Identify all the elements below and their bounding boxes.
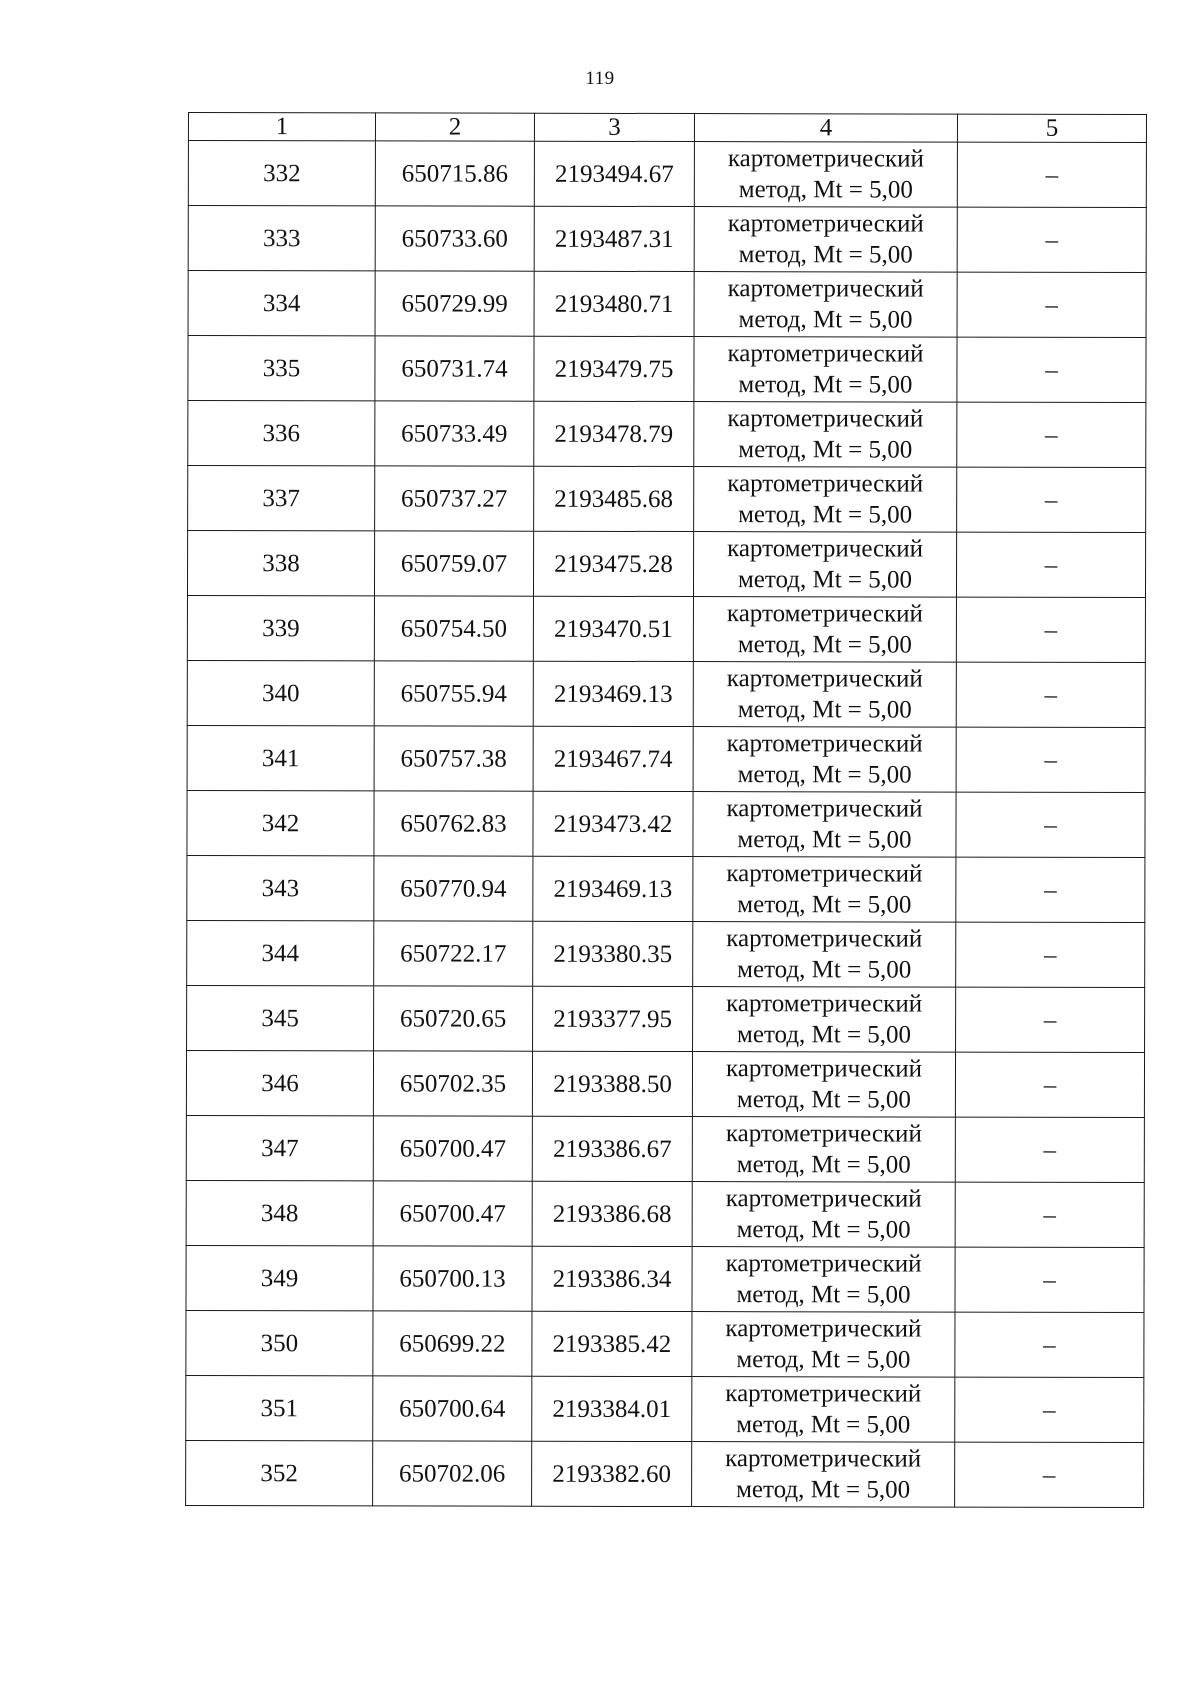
y-coordinate-cell: 2193479.75 (534, 336, 694, 401)
y-coordinate-cell: 2193377.95 (533, 986, 693, 1051)
x-coordinate-cell: 650715.86 (375, 141, 534, 206)
note-cell: – (957, 272, 1146, 337)
method-cell (693, 662, 956, 728)
method-cell (693, 922, 956, 988)
note-cell: – (956, 532, 1145, 597)
coordinates-table (185, 112, 1147, 1508)
point-number-cell: 337 (188, 466, 375, 531)
y-coordinate-cell: 2193494.67 (534, 141, 694, 206)
method-line-1: картометрический (727, 145, 924, 173)
method-cell (694, 467, 957, 533)
point-number-cell: 351 (186, 1375, 373, 1440)
y-coordinate-cell: 2193473.42 (533, 791, 693, 856)
method-line-1: картометрический (725, 1120, 922, 1148)
table-row (188, 271, 1146, 338)
method-line-1: картометрический (726, 665, 923, 693)
table-row (187, 920, 1145, 987)
x-coordinate-cell: 650702.06 (373, 1441, 532, 1506)
method-cell (692, 1442, 955, 1508)
x-coordinate-cell: 650731.74 (375, 336, 534, 401)
method-line-1: картометрический (727, 405, 924, 433)
x-coordinate-cell: 650700.13 (373, 1246, 532, 1311)
point-number-cell: 342 (187, 790, 374, 855)
note-cell: – (955, 1377, 1144, 1442)
method-line-2: метод, Mt = 5,00 (738, 241, 913, 269)
table-body (186, 141, 1147, 1508)
y-coordinate-cell: 2193386.34 (532, 1246, 692, 1311)
method-line-2: метод, Mt = 5,00 (738, 436, 913, 464)
method-line-2: метод, Mt = 5,00 (737, 956, 912, 984)
x-coordinate-cell: 650702.35 (373, 1051, 532, 1116)
note-cell: – (956, 597, 1145, 662)
note-cell: – (957, 142, 1146, 207)
table-row (186, 1440, 1144, 1507)
method-line-2: метод, Mt = 5,00 (738, 176, 913, 204)
y-coordinate-cell: 2193386.68 (532, 1181, 692, 1246)
x-coordinate-cell: 650757.38 (374, 726, 533, 791)
method-cell (693, 857, 956, 923)
page-number: 119 (585, 68, 615, 89)
method-line-2: метод, Mt = 5,00 (736, 1086, 911, 1114)
point-number-cell: 348 (186, 1180, 373, 1245)
x-coordinate-cell: 650700.47 (373, 1116, 532, 1181)
point-number-cell: 343 (187, 855, 374, 920)
note-cell: – (956, 792, 1145, 857)
method-line-2: метод, Mt = 5,00 (737, 1021, 912, 1049)
method-cell (693, 987, 956, 1053)
method-cell (693, 727, 956, 793)
method-line-1: картометрический (725, 1380, 922, 1408)
y-coordinate-cell: 2193386.67 (532, 1116, 692, 1181)
y-coordinate-cell: 2193388.50 (532, 1051, 692, 1116)
table-row (188, 206, 1146, 273)
method-cell (694, 142, 957, 208)
point-number-cell: 335 (188, 336, 375, 401)
method-line-2: метод, Mt = 5,00 (737, 631, 912, 659)
note-cell: – (956, 857, 1145, 922)
note-cell: – (955, 1442, 1144, 1507)
note-cell: – (957, 402, 1146, 467)
table-header (188, 113, 1146, 143)
point-number-cell: 347 (186, 1115, 373, 1180)
x-coordinate-cell: 650720.65 (374, 986, 533, 1051)
method-line-1: картометрический (725, 1250, 922, 1278)
x-coordinate-cell: 650700.64 (373, 1376, 532, 1441)
note-cell: – (955, 1182, 1144, 1247)
point-number-cell: 341 (187, 725, 374, 790)
header-row (188, 113, 1146, 143)
method-line-2: метод, Mt = 5,00 (737, 891, 912, 919)
x-coordinate-cell: 650700.47 (373, 1181, 532, 1246)
note-cell: – (956, 987, 1145, 1052)
column-header-2: 2 (375, 113, 534, 141)
method-cell (694, 402, 957, 468)
x-coordinate-cell: 650759.07 (374, 531, 533, 596)
method-cell (694, 337, 957, 403)
y-coordinate-cell: 2193475.28 (533, 531, 693, 596)
method-cell (693, 792, 956, 858)
point-number-cell: 344 (187, 920, 374, 985)
method-line-2: метод, Mt = 5,00 (737, 826, 912, 854)
method-line-2: метод, Mt = 5,00 (738, 371, 913, 399)
x-coordinate-cell: 650733.49 (375, 401, 534, 466)
method-cell (693, 597, 956, 663)
method-cell (694, 272, 957, 338)
point-number-cell: 345 (187, 985, 374, 1050)
column-header-3: 3 (534, 113, 694, 141)
y-coordinate-cell: 2193469.13 (533, 661, 693, 726)
method-line-1: картометрический (727, 340, 924, 368)
method-line-1: картометрический (725, 1315, 922, 1343)
y-coordinate-cell: 2193380.35 (533, 921, 693, 986)
point-number-cell: 350 (186, 1310, 373, 1375)
note-cell: – (955, 1312, 1144, 1377)
method-line-2: метод, Mt = 5,00 (736, 1476, 911, 1504)
y-coordinate-cell: 2193382.60 (532, 1441, 692, 1506)
method-line-2: метод, Mt = 5,00 (736, 1151, 911, 1179)
table-row (187, 985, 1145, 1052)
method-cell (692, 1377, 955, 1443)
method-line-1: картометрический (725, 1445, 922, 1473)
table-row (187, 855, 1145, 922)
method-line-1: картометрический (725, 1185, 922, 1213)
column-header-5: 5 (957, 114, 1146, 142)
method-cell (692, 1247, 955, 1313)
note-cell: – (956, 922, 1145, 987)
y-coordinate-cell: 2193480.71 (534, 271, 694, 336)
method-line-1: картометрический (726, 795, 923, 823)
note-cell: – (955, 1117, 1144, 1182)
method-line-1: картометрический (727, 470, 924, 498)
x-coordinate-cell: 650699.22 (373, 1311, 532, 1376)
point-number-cell: 333 (188, 206, 375, 271)
method-cell (692, 1117, 955, 1183)
method-line-1: картометрический (727, 535, 924, 563)
table-row (187, 790, 1145, 857)
x-coordinate-cell: 650733.60 (375, 206, 534, 271)
table-row (186, 1310, 1144, 1377)
method-line-2: метод, Mt = 5,00 (736, 1281, 911, 1309)
method-line-1: картометрический (726, 730, 923, 758)
table-row (186, 1115, 1144, 1182)
note-cell: – (957, 467, 1146, 532)
y-coordinate-cell: 2193487.31 (534, 206, 694, 271)
method-line-2: метод, Mt = 5,00 (737, 696, 912, 724)
note-cell: – (956, 727, 1145, 792)
method-line-1: картометрический (725, 1055, 923, 1083)
table-row (186, 1180, 1144, 1247)
method-line-2: метод, Mt = 5,00 (738, 501, 913, 529)
coordinates-table-container (185, 112, 1146, 1508)
method-line-2: метод, Mt = 5,00 (736, 1411, 911, 1439)
table-row (187, 531, 1145, 598)
point-number-cell: 352 (186, 1440, 373, 1505)
column-header-4: 4 (694, 114, 957, 143)
method-line-2: метод, Mt = 5,00 (737, 566, 913, 594)
table-row (188, 401, 1146, 468)
y-coordinate-cell: 2193478.79 (534, 401, 694, 466)
note-cell: – (957, 207, 1146, 272)
method-cell (692, 1312, 955, 1378)
table-row (186, 1050, 1144, 1117)
table-row (188, 336, 1146, 403)
y-coordinate-cell: 2193385.42 (532, 1311, 692, 1376)
table-row (188, 141, 1146, 208)
method-cell (692, 1052, 955, 1118)
method-line-2: метод, Mt = 5,00 (738, 306, 913, 334)
x-coordinate-cell: 650729.99 (375, 271, 534, 336)
point-number-cell: 340 (187, 660, 374, 725)
table-row (187, 725, 1145, 792)
method-line-2: метод, Mt = 5,00 (736, 1216, 911, 1244)
table-row (187, 660, 1145, 727)
x-coordinate-cell: 650754.50 (374, 596, 533, 661)
y-coordinate-cell: 2193485.68 (534, 466, 694, 531)
x-coordinate-cell: 650770.94 (374, 856, 533, 921)
point-number-cell: 338 (187, 531, 374, 596)
note-cell: – (957, 337, 1146, 402)
method-line-1: картометрический (726, 925, 923, 953)
point-number-cell: 336 (188, 401, 375, 466)
point-number-cell: 332 (188, 141, 375, 206)
table-row (186, 1245, 1144, 1312)
x-coordinate-cell: 650737.27 (375, 466, 534, 531)
y-coordinate-cell: 2193469.13 (533, 856, 693, 921)
method-line-1: картометрический (727, 275, 924, 303)
column-header-1: 1 (188, 113, 375, 141)
method-cell (693, 532, 956, 598)
method-cell (694, 207, 957, 273)
method-cell (692, 1182, 955, 1248)
point-number-cell: 334 (188, 271, 375, 336)
note-cell: – (955, 1247, 1144, 1312)
note-cell: – (956, 662, 1145, 727)
y-coordinate-cell: 2193470.51 (533, 596, 693, 661)
point-number-cell: 349 (186, 1245, 373, 1310)
method-line-1: картометрический (726, 990, 923, 1018)
table-row (188, 466, 1146, 533)
method-line-1: картометрический (726, 600, 923, 628)
y-coordinate-cell: 2193467.74 (533, 726, 693, 791)
x-coordinate-cell: 650762.83 (374, 791, 533, 856)
method-line-2: метод, Mt = 5,00 (736, 1346, 911, 1374)
x-coordinate-cell: 650722.17 (374, 921, 533, 986)
method-line-2: метод, Mt = 5,00 (737, 761, 912, 789)
table-row (187, 596, 1145, 663)
point-number-cell: 346 (186, 1050, 373, 1115)
x-coordinate-cell: 650755.94 (374, 661, 533, 726)
method-line-1: картометрический (726, 860, 923, 888)
point-number-cell: 339 (187, 596, 374, 661)
note-cell: – (955, 1052, 1144, 1117)
method-line-1: картометрический (727, 210, 924, 238)
y-coordinate-cell: 2193384.01 (532, 1376, 692, 1441)
table-row (186, 1375, 1144, 1442)
